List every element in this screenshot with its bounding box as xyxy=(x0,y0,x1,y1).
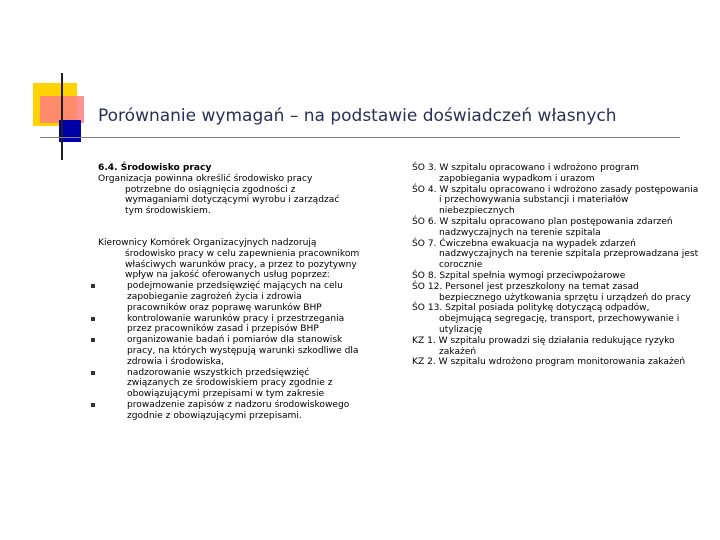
list-item: organizowanie badań i pomiarów dla stanowisk pracy, na których występują warunki szkodliwe dla zdrowia i środowiska, xyxy=(98,335,360,367)
bullet-icon xyxy=(91,403,95,407)
left-column xyxy=(98,163,360,422)
bullet-icon xyxy=(91,338,95,342)
intro-paragraph: Organizacja powinna określić środowisko pracy potrzebne do osiągnięcia zgodności z wymaganiami dotyczącymi wyrobu i zarządzać tym środowiskiem. xyxy=(98,173,340,217)
title-underline xyxy=(40,137,680,138)
bullet-icon xyxy=(91,371,95,375)
decor-vertical-line xyxy=(61,73,63,160)
requirement-item: ŚO 13. Szpital posiada politykę dotyczącą odpadów, obejmującą segregację, transport, przechowywanie i utylizację xyxy=(412,303,680,335)
requirement-item: ŚO 3. W szpitalu opracowano i wdrożono program zapobiegania wypadkom i urazom xyxy=(412,163,639,184)
requirement-item: ŚO 12. Personel jest przeszkolony na temat zasad bezpiecznego użytkowania sprzętu i urządzeń do pracy xyxy=(412,281,691,303)
bullet-list xyxy=(98,281,360,421)
list-item: podejmowanie przedsięwzięć mających na celu zapobieganie zagrożeń życia i zdrowia pracowników oraz poprawę warunków BHP xyxy=(98,281,360,313)
right-column xyxy=(412,163,702,368)
section-heading: 6.4. Środowisko pracy xyxy=(98,163,212,173)
list-item: kontrolowanie warunków pracy i przestrzegania przez pracowników zasad i przepisów BHP xyxy=(98,314,360,336)
list-item: nadzorowanie wszystkich przedsięwzięć związanych ze środowiskiem pracy zgodnie z obowiązującymi przepisami w tym zakresie xyxy=(98,368,360,400)
requirement-item: ŚO 6. W szpitalu opracowano plan postępowania zdarzeń nadzwyczajnych na terenie szpitala xyxy=(412,216,673,238)
requirement-item: KZ 1. W szpitalu prowadzi się działania redukujące ryzyko zakażeń xyxy=(412,335,675,357)
bullet-icon xyxy=(91,317,95,321)
slide-title: Porównanie wymagań – na podstawie doświadczeń własnych xyxy=(98,106,617,126)
bullet-icon xyxy=(91,284,95,288)
requirement-item: ŚO 7. Ćwiczebna ewakuacja na wypadek zdarzeń nadzwyczajnych na terenie szpitala przeprowadzana jest corocznie xyxy=(412,238,699,271)
managers-paragraph: Kierownicy Komórek Organizacyjnych nadzorują środowisko pracy w celu zapewnienia pracownikom właściwych warunków pracy, a przez to pozytywny wpływ na jakość oferowanych usług poprzez: xyxy=(98,237,360,281)
list-item: prowadzenie zapisów z nadzoru środowiskowego zgodnie z obowiązującymi przepisami. xyxy=(98,400,360,422)
requirement-item: KZ 2. W szpitalu wdrożono program monitorowania zakażeń xyxy=(412,357,686,368)
requirement-item: ŚO 8. Szpital spełnia wymogi przeciwpożarowe xyxy=(412,270,626,281)
requirement-item: ŚO 4. W szpitalu opracowano i wdrożono zasady postępowania i przechowywania substancji i materiałów niebezpiecznych xyxy=(412,184,699,217)
